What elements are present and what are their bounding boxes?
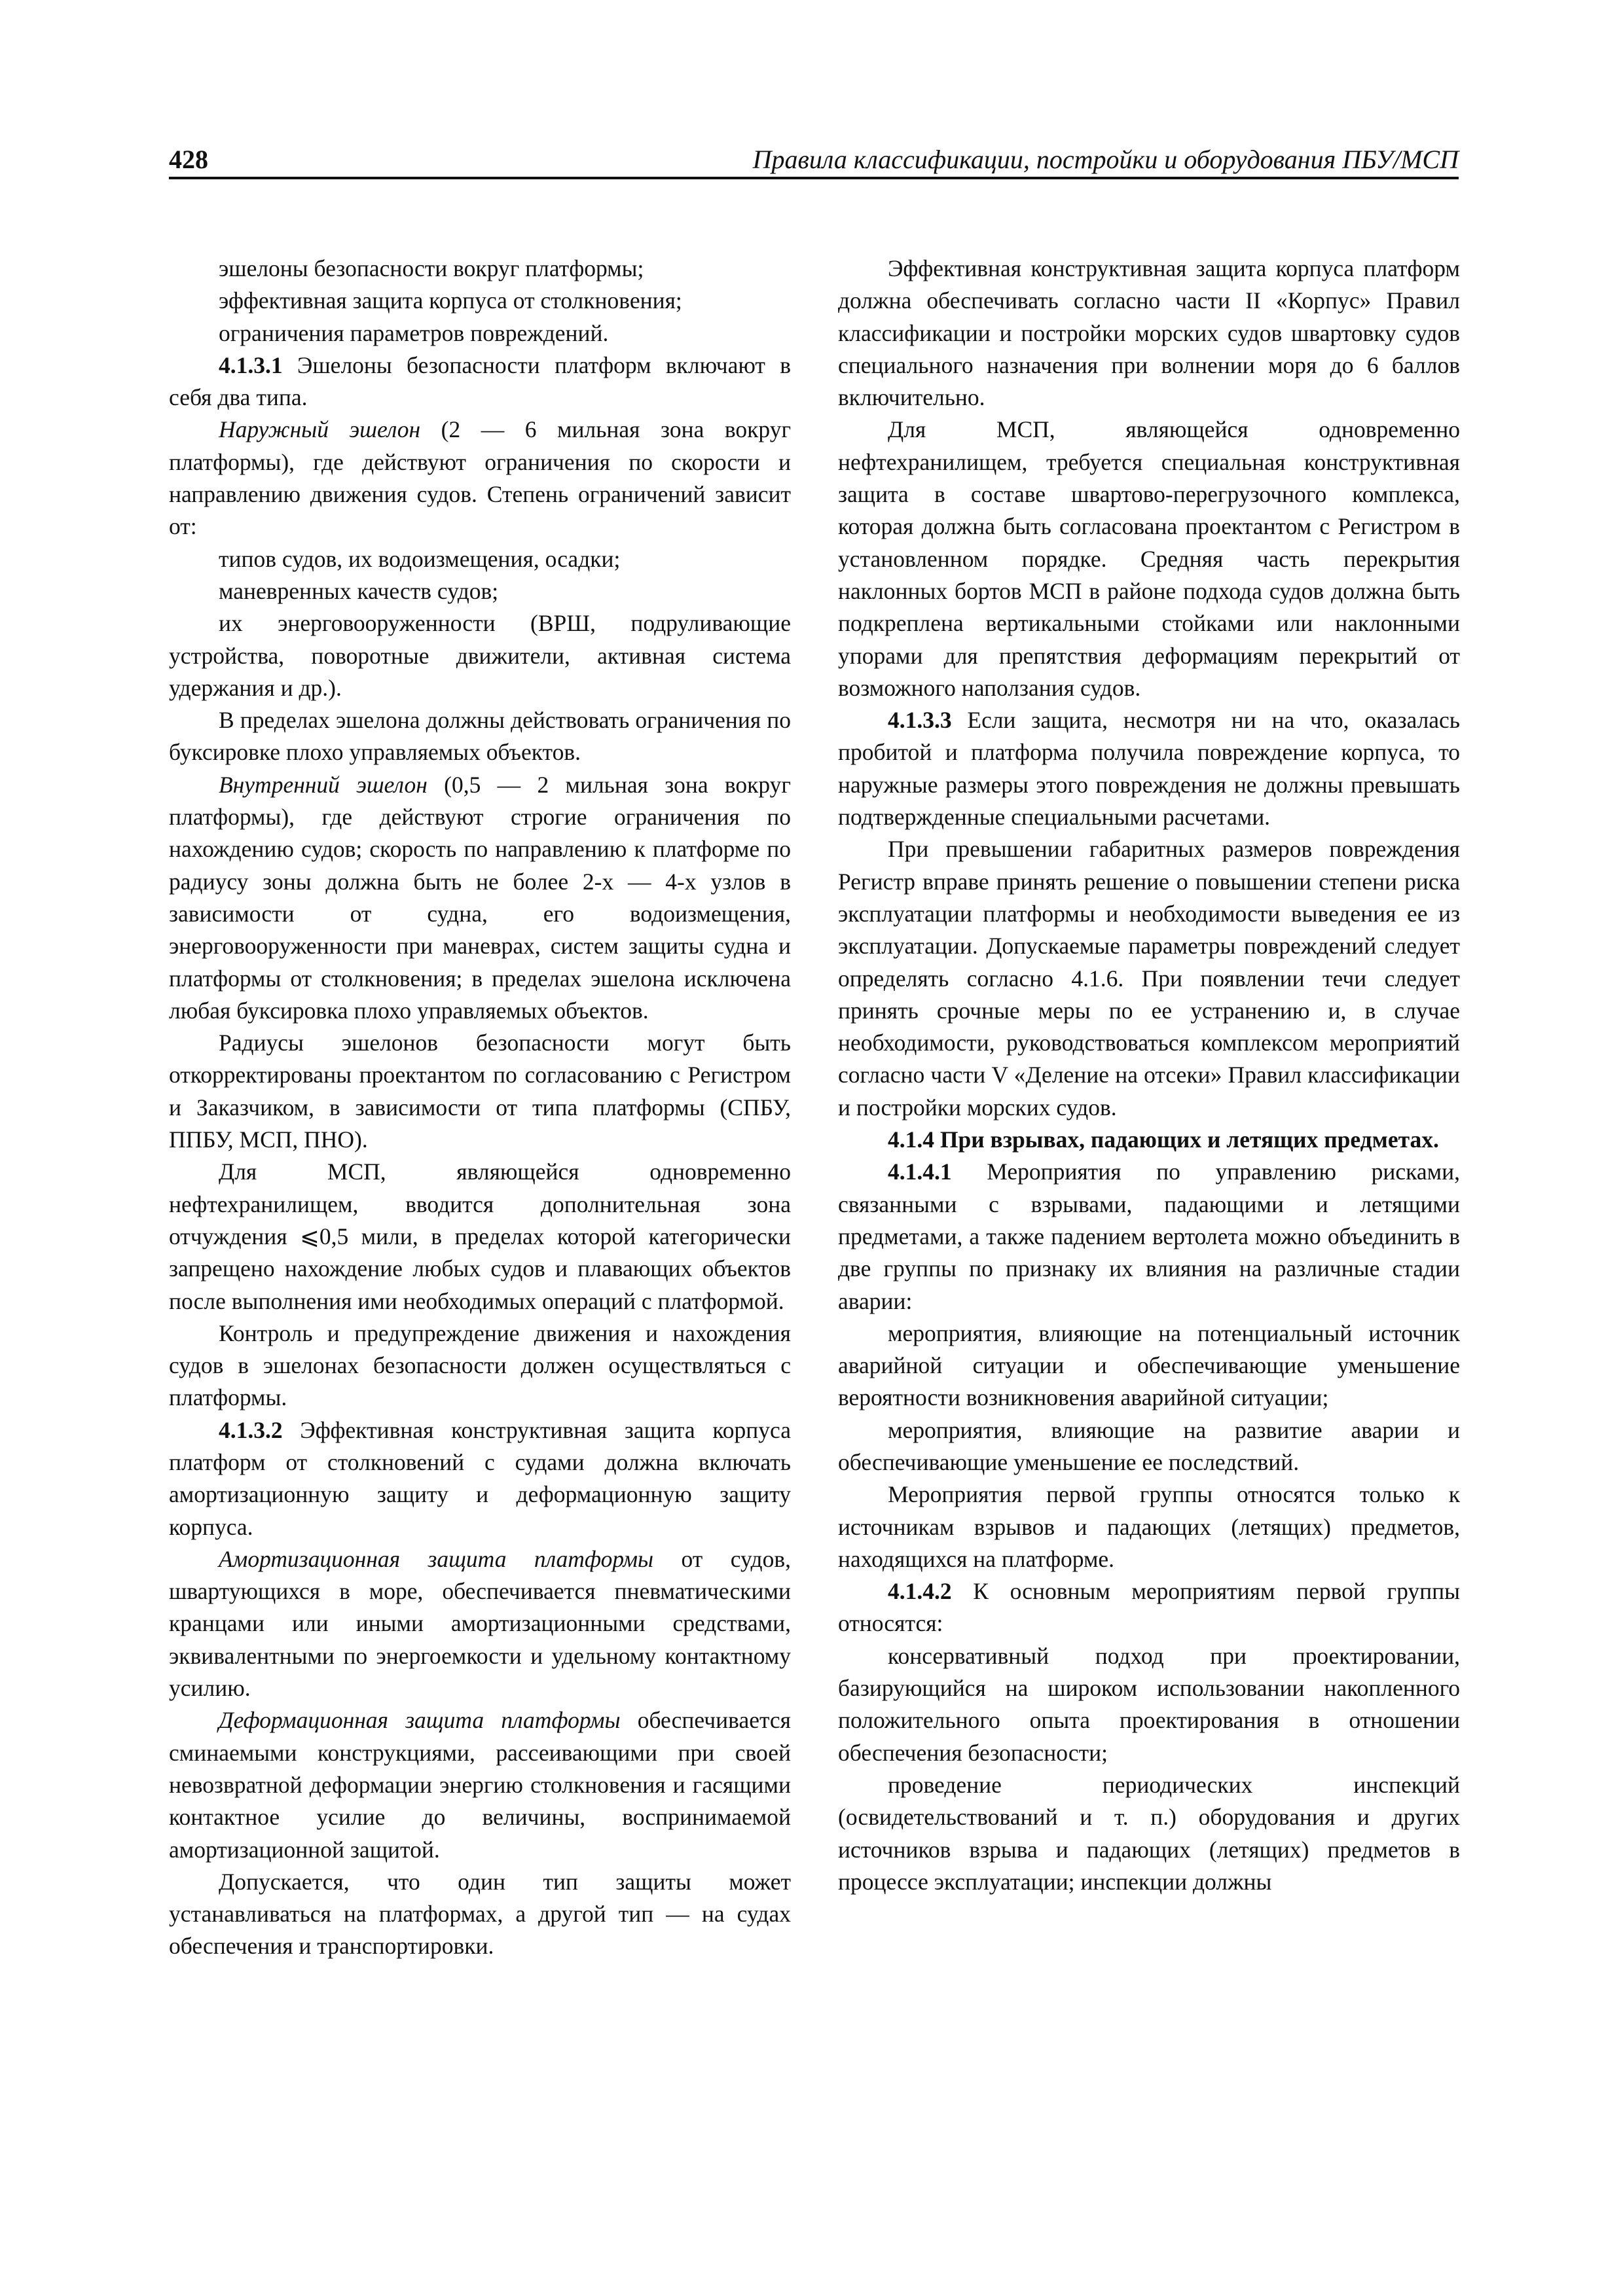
section-number: 4.1.3.3 xyxy=(888,707,952,734)
paragraph xyxy=(169,253,791,285)
paragraph-text: Радиусы эшелонов безопасности могут быть откорректированы проектантом по согласованию с Регистром и Заказчиком, в зависимости от типа платформы (СПБУ, ППБУ, МСП, ПНО). xyxy=(169,1030,791,1153)
page-header xyxy=(169,140,1459,179)
paragraph xyxy=(838,1124,1460,1156)
paragraph xyxy=(169,1156,791,1317)
paragraph xyxy=(169,285,791,317)
paragraph-text: Эшелоны безопасности платформ включают в себя два типа. xyxy=(169,351,791,411)
paragraph xyxy=(169,607,791,704)
running-title: Правила классификации, постройки и оборудования ПБУ/МСП xyxy=(752,145,1459,174)
paragraph-text: Контроль и предупреждение движения и нахождения судов в эшелонах безопасности должен осуществляться с платформы. xyxy=(169,1319,791,1411)
section-number: 4.1.3.1 xyxy=(219,351,283,378)
paragraph-text: их энерговооруженности (ВРШ, подруливающие устройства, поворотные движители, активная система удержания и др.). xyxy=(169,610,791,701)
section-number: 4.1.4.2 xyxy=(888,1578,952,1605)
term: Внутренний эшелон xyxy=(219,771,428,798)
paragraph xyxy=(169,575,791,607)
paragraph xyxy=(838,414,1460,704)
paragraph xyxy=(838,253,1460,414)
paragraph-text: от судов, швартующихся в море, обеспечивается пневматическими кранцами или иными амортизационными средствами, эквивалентными по энергоемкости и удельному контактному усилию. xyxy=(169,1545,791,1702)
section-number: 4.1.4 При взрывах, падающих и летящих предметах. xyxy=(888,1126,1439,1153)
paragraph-text: Если защита, несмотря ни на что, оказалась пробитой и платформа получила повреждение корпуса, то наружные размеры этого повреждения не должны превышать подтвержденные специальными расчетами. xyxy=(838,707,1460,831)
paragraph-text: консервативный подход при проектировании, базирующийся на широком использовании накопленного положительного опыта проектирования в отношении обеспечения безопасности; xyxy=(838,1642,1460,1766)
paragraph xyxy=(169,1543,791,1704)
paragraph xyxy=(169,350,791,414)
paragraph xyxy=(169,1704,791,1865)
paragraph xyxy=(169,769,791,1027)
paragraph-text: Допускается, что один тип защиты может устанавливаться на платформах, а другой тип — на судах обеспечения и транспортировки. xyxy=(169,1868,791,1960)
paragraph xyxy=(169,1414,791,1543)
paragraph-text: Мероприятия первой группы относятся только к источникам взрывов и падающих (летящих) предметов, находящихся на платформе. xyxy=(838,1481,1460,1572)
term: Наружный эшелон xyxy=(219,416,421,443)
paragraph xyxy=(838,704,1460,833)
paragraph-text: эффективная защита корпуса от столкновения; xyxy=(219,287,682,314)
paragraph xyxy=(838,1769,1460,1898)
left-text-column xyxy=(169,253,791,1963)
paragraph xyxy=(169,543,791,575)
paragraph-text: (0,5 — 2 мильная зона вокруг платформы), где действуют строгие ограничения по нахождению судов; скорость по направлению к платформе по радиусу зоны должна быть не более 2-х — 4-х узлов в зависимости от судна, его водоизмещения, энерговооруженности при маневрах, систем защиты судна и платформы от столкновения; в пределах эшелона исключена любая буксировка плохо управляемых объектов. xyxy=(169,771,791,1024)
paragraph-text: К основным мероприятиям первой группы относятся: xyxy=(838,1578,1460,1637)
paragraph xyxy=(169,317,791,350)
paragraph-text: Мероприятия по управлению рисками, связанными с взрывами, падающими и летящими предметами, а также падением вертолета можно объединить в две группы по признаку их влияния на различные стадии аварии: xyxy=(838,1158,1460,1314)
right-text-column xyxy=(838,253,1460,1898)
section-number: 4.1.3.2 xyxy=(219,1416,283,1443)
paragraph-text: Эффективная конструктивная защита корпуса платформ должна обеспечивать согласно части II «Корпус» Правил классификации и постройки морских судов швартовку судов специального назначения при волнении моря до 6 баллов включительно. xyxy=(838,255,1460,411)
paragraph xyxy=(838,1640,1460,1769)
paragraph xyxy=(169,414,791,543)
paragraph-text: Для МСП, являющейся одновременно нефтехранилищем, вводится дополнительная зона отчуждения ⩽0,5 мили, в пределах которой категорически запрещено нахождение любых судов и плавающих объектов после выполнения ими необходимых операций с платформой. xyxy=(169,1158,791,1314)
term: Деформационная защита платформы xyxy=(219,1707,621,1734)
paragraph-text: Для МСП, являющейся одновременно нефтехранилищем, требуется специальная конструктивная защита в составе швартово-перегрузочного комплекса, которая должна быть согласована проектантом с Регистром в установленном порядке. Средняя часть перекрытия наклонных бортов МСП в районе подхода судов должна быть подкреплена вертикальными стойками или наклонными упорами для препятствия деформациям перекрытий от возможного наползания судов. xyxy=(838,416,1460,701)
paragraph-text: мероприятия, влияющие на потенциальный источник аварийной ситуации и обеспечивающие уменьшение вероятности возникновения аварийной ситуации; xyxy=(838,1319,1460,1411)
paragraph-text: Эффективная конструктивная защита корпуса платформ от столкновений с судами должна включать амортизационную защиту и деформационную защиту корпуса. xyxy=(169,1416,791,1540)
paragraph xyxy=(169,704,791,769)
paragraph-text: эшелоны безопасности вокруг платформы; xyxy=(219,255,644,281)
paragraph-text: обеспечивается сминаемыми конструкциями, рассеивающими при своей невозвратной деформации энергию столкновения и гасящими контактное усилие до величины, воспринимаемой амортизационной защитой. xyxy=(169,1707,791,1863)
paragraph xyxy=(838,1156,1460,1317)
paragraph xyxy=(838,1318,1460,1414)
paragraph-text: типов судов, их водоизмещения, осадки; xyxy=(219,545,621,572)
paragraph xyxy=(838,1414,1460,1479)
paragraph xyxy=(169,1027,791,1156)
paragraph-text: В пределах эшелона должны действовать ограничения по буксировке плохо управляемых объектов. xyxy=(169,707,791,766)
paragraph-text: мероприятия, влияющие на развитие аварии и обеспечивающие уменьшение ее последствий. xyxy=(838,1416,1460,1475)
paragraph xyxy=(169,1318,791,1414)
paragraph-text: проведение периодических инспекций (освидетельствований и т. п.) оборудования и других источников взрыва и падающих (летящих) предметов в процессе эксплуатации; инспекции должны xyxy=(838,1771,1460,1895)
paragraph xyxy=(838,833,1460,1124)
paragraph-text: ограничения параметров повреждений. xyxy=(219,319,609,346)
paragraph-text: маневренных качеств судов; xyxy=(219,577,499,604)
term: Амортизационная защита платформы xyxy=(219,1545,654,1572)
paragraph-text: (2 — 6 мильная зона вокруг платформы), где действуют ограничения по скорости и направлению движения судов. Степень ограничений зависит от: xyxy=(169,416,791,540)
section-number: 4.1.4.1 xyxy=(888,1158,952,1185)
paragraph xyxy=(838,1479,1460,1575)
paragraph xyxy=(838,1575,1460,1640)
page-number: 428 xyxy=(169,145,208,174)
paragraph xyxy=(169,1866,791,1963)
paragraph-text: При превышении габаритных размеров повреждения Регистр вправе принять решение о повышении степени риска эксплуатации платформы и необходимости выведения ее из эксплуатации. Допускаемые параметры повреждений следует определять согласно 4.1.6. При появлении течи следует принять срочные меры по ее устранению и, в случае необходимости, руководствоваться комплексом мероприятий согласно части V «Деление на отсеки» Правил классификации и постройки морских судов. xyxy=(838,836,1460,1121)
